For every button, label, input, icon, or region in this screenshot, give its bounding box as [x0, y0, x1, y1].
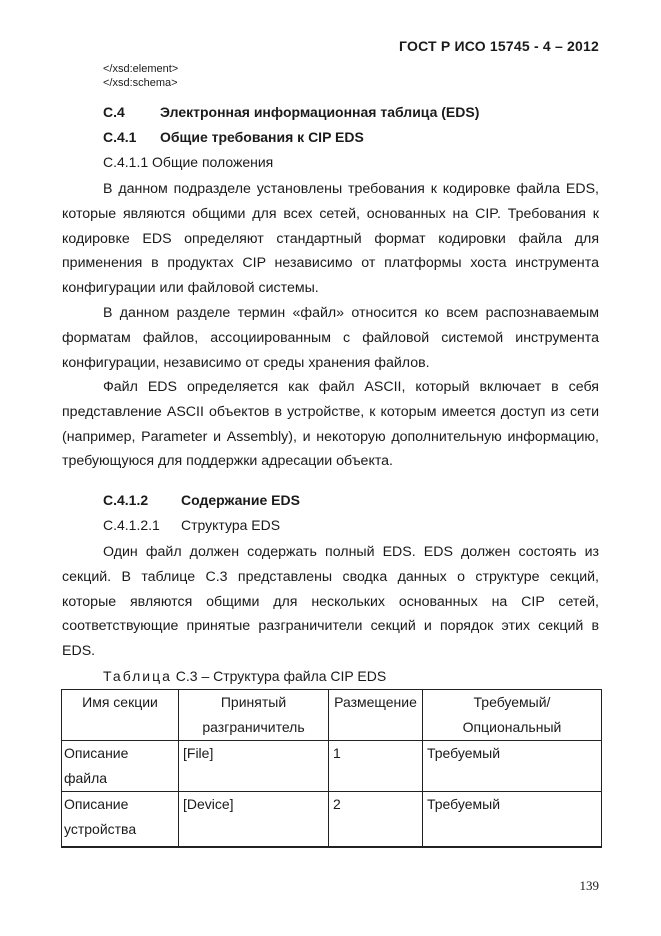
- table-cell: Требуемый: [423, 792, 602, 848]
- column-header: Размещение: [329, 690, 423, 741]
- table-cell: [Device]: [179, 792, 329, 848]
- section-number: C.4.1.2: [103, 492, 149, 508]
- section-heading-c411: [103, 154, 273, 170]
- document-header: ГОСТ Р ИСО 15745 - 4 – 2012: [399, 38, 599, 54]
- eds-structure-table: [61, 689, 602, 848]
- section-number: C.4.1: [103, 129, 137, 145]
- table-row: [62, 792, 602, 848]
- caption-label: Таблица: [103, 668, 172, 684]
- paragraph: В данном разделе термин «файл» относится ко всем распознаваемым форматам файлов, ассоциированным с файловой системой инструмента конфигурации, независимо от среды хранения файлов.: [62, 305, 599, 371]
- paragraph: Файл EDS определяется как файл ASCII, который включает в себя представление ASCII объектов в устройстве, к которым имеется доступ из сети (например, Parameter и Assembly), и некоторую дополнительную информацию, требующуюся для поддержки адресации объекта.: [62, 379, 599, 470]
- section-title: Общие положения: [152, 154, 274, 170]
- table-cell: 2: [329, 792, 423, 848]
- section-number: C.4: [103, 104, 125, 120]
- column-header: Принятый разграничитель: [179, 690, 329, 741]
- table-cell: Описание файла: [62, 741, 179, 792]
- code-line: </xsd:element>: [103, 63, 179, 75]
- table-cell: Описание устройства: [62, 792, 179, 848]
- section-title: Содержание EDS: [181, 492, 300, 508]
- column-header: Требуемый/ Опциональный: [423, 690, 602, 741]
- caption-text: C.3 – Структура файла CIP EDS: [175, 668, 387, 684]
- page-number: 139: [579, 878, 599, 893]
- table-header-row: [62, 690, 602, 741]
- section-number: C.4.1.2.1: [103, 517, 160, 533]
- column-header: Имя секции: [62, 690, 179, 741]
- section-title: Электронная информационная таблица (EDS): [160, 104, 480, 120]
- table-caption: [103, 668, 386, 684]
- table-cell: Требуемый: [423, 741, 602, 792]
- table-row: [62, 741, 602, 792]
- paragraph: Один файл должен содержать полный EDS. EDS должен состоять из секций. В таблице C.3 представлены сводка данных о структуре секций, которые являются общими для нескольких основанных на CIP сетей, соответствующие принятые разграничители секций и порядок этих секций в EDS.: [62, 544, 599, 660]
- section-title: Структура EDS: [181, 517, 281, 533]
- section-title: Общие требования к CIP EDS: [160, 129, 364, 145]
- table-cell: [File]: [179, 741, 329, 792]
- section-number: C.4.1.1: [103, 154, 149, 170]
- code-line: </xsd:schema>: [103, 77, 178, 89]
- table-cell: 1: [329, 741, 423, 792]
- paragraph: В данном подразделе установлены требования к кодировке файла EDS, которые являются общими для всех сетей, основанных на CIP. Требования к кодировке EDS определяют стандартный формат кодировки файла для применения в продуктах CIP независимо от платформы хоста инструмента конфигурации или файловой системы.: [62, 181, 599, 297]
